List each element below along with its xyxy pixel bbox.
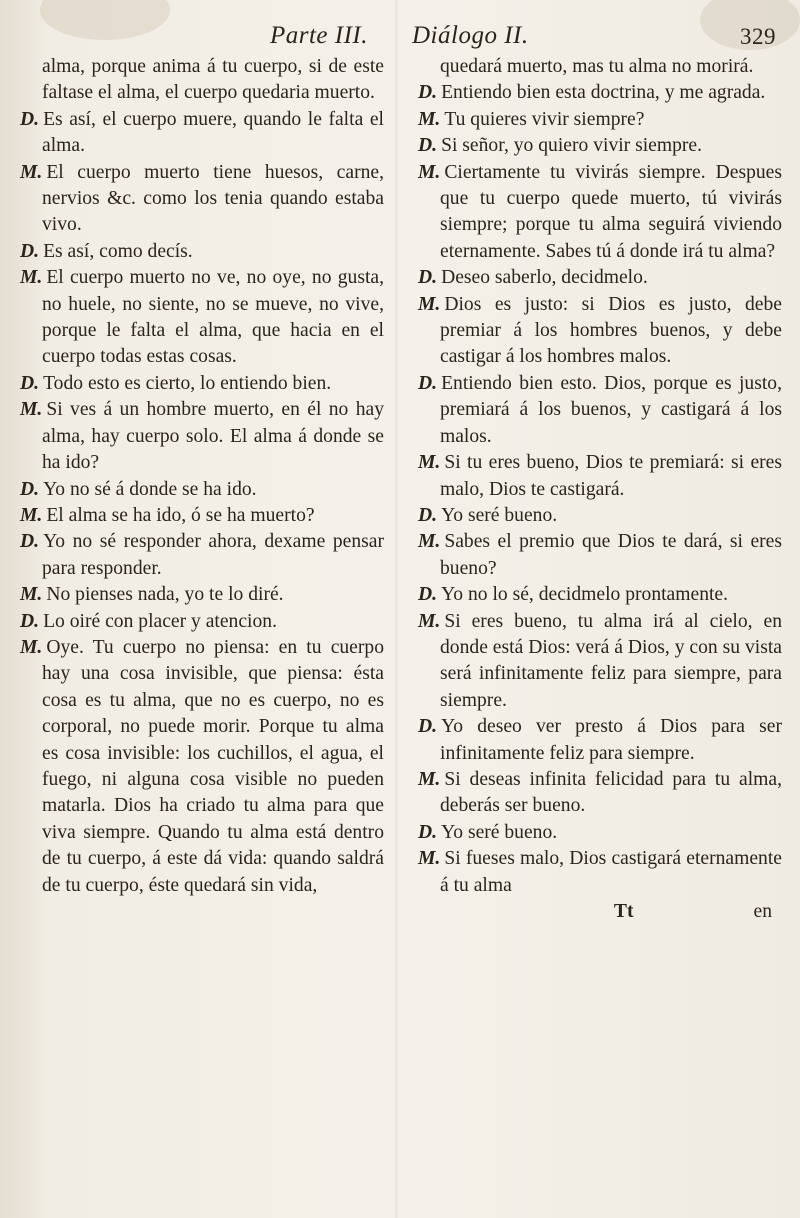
paragraph-text: Es así, como decís.	[43, 240, 193, 262]
dialogue-paragraph	[412, 767, 782, 820]
paragraph-text: Si tu eres bueno, Dios te premiará: si eres malo, Dios te castigará.	[440, 452, 782, 500]
speaker-label: M.	[418, 531, 441, 553]
dialogue-paragraph	[412, 820, 782, 846]
signature-mark: Tt	[613, 901, 634, 922]
speaker-label: M.	[20, 636, 43, 658]
paragraph-text: Yo deseo ver presto á Dios para ser infinitamente feliz para siempre.	[440, 716, 782, 764]
speaker-label: M.	[418, 768, 441, 790]
dialogue-paragraph	[412, 371, 782, 450]
paragraph-text: Todo esto es cierto, lo entiendo bien.	[43, 372, 332, 394]
paragraph-text: Es así, el cuerpo muere, quando le falta el alma.	[42, 108, 384, 157]
paragraph-text: Oye. Tu cuerpo no piensa: en tu cuerpo hay una cosa invisible, que piensa: ésta cosa es tu alma, que no es cuerpo, no es corporal, no puede morir. Porque tu alma es cosa invisible: los cuchillos, el agua, el fuego, ni alguna cosa visible no pueden matarla. Dios ha criado tu alma para que viva siempre. Quando tu alma está dentro de tu cuerpo, á este dá vida: quando saldrá de tu cuerpo, éste quedará sin vida,	[42, 636, 384, 896]
right-page-text	[412, 54, 782, 899]
page-footer	[412, 901, 782, 923]
speaker-label: D.	[20, 610, 40, 632]
speaker-label: D.	[418, 82, 438, 104]
dialogue-paragraph	[14, 107, 384, 160]
paragraph-text: Yo no sé responder ahora, dexame pensar para responder.	[42, 531, 384, 579]
paragraph-text: Yo no sé á donde se ha ido.	[43, 478, 257, 500]
speaker-label: D.	[20, 240, 40, 262]
left-running-head-title: Parte III.	[269, 22, 368, 49]
speaker-label: M.	[418, 848, 441, 870]
paragraph-text: Entiendo bien esto. Dios, porque es justo, premiará á los buenos, y castigará á los malos.	[440, 372, 782, 447]
dialogue-paragraph	[14, 582, 384, 608]
right-running-head-title: Diálogo II.	[412, 22, 529, 49]
dialogue-paragraph	[14, 635, 384, 899]
dialogue-paragraph	[14, 477, 384, 503]
dialogue-paragraph	[14, 397, 384, 476]
speaker-label: M.	[418, 161, 441, 183]
dialogue-paragraph	[412, 503, 782, 529]
speaker-label: D.	[418, 584, 438, 606]
right-page	[412, 0, 782, 1218]
dialogue-paragraph	[412, 160, 782, 266]
paragraph-text: Si ves á un hombre muerto, en él no hay alma, hay cuerpo solo. El alma á donde se ha ido?	[42, 399, 384, 474]
paragraph-text: No pienses nada, yo te lo diré.	[46, 584, 284, 606]
speaker-label: D.	[20, 478, 40, 500]
left-page-text	[14, 54, 384, 899]
paragraph-text: Si deseas infinita felicidad para tu alma, deberás ser bueno.	[440, 768, 782, 817]
dialogue-paragraph	[412, 107, 782, 133]
paragraph-text: Si eres bueno, tu alma irá al cielo, en donde está Dios: verá á Dios, y con su vista será infinitamente feliz para siempre, para siempre.	[440, 610, 782, 711]
speaker-label: D.	[20, 108, 40, 130]
speaker-label: D.	[418, 821, 438, 843]
paragraph-text: Yo seré bueno.	[441, 504, 558, 526]
paragraph-text: El alma se ha ido, ó se ha muerto?	[46, 504, 315, 526]
dialogue-paragraph	[412, 133, 782, 159]
paragraph-text: Lo oiré con placer y atencion.	[43, 610, 277, 632]
left-running-head	[14, 0, 384, 50]
speaker-label: M.	[418, 293, 441, 315]
dialogue-paragraph	[412, 582, 782, 608]
paragraph-text: Si señor, yo quiero vivir siempre.	[441, 135, 703, 157]
speaker-label: M.	[20, 399, 43, 421]
speaker-label: M.	[20, 161, 43, 183]
dialogue-paragraph	[412, 450, 782, 503]
speaker-label: M.	[20, 504, 43, 526]
speaker-label: M.	[418, 610, 441, 632]
speaker-label: M.	[20, 584, 43, 606]
dialogue-paragraph	[412, 292, 782, 371]
dialogue-paragraph	[412, 54, 782, 80]
speaker-label: D.	[418, 504, 438, 526]
paragraph-text: El cuerpo muerto no ve, no oye, no gusta, no huele, no siente, no se mueve, no vive, porque le falta el alma, que hacia en el cuerpo todas estas cosas.	[42, 267, 384, 368]
paragraph-text: Deseo saberlo, decidmelo.	[441, 267, 648, 289]
dialogue-paragraph	[14, 160, 384, 239]
speaker-label: M.	[418, 452, 441, 474]
dialogue-paragraph	[14, 265, 384, 371]
paragraph-text: quedará muerto, mas tu alma no morirá.	[440, 56, 754, 77]
speaker-label: M.	[20, 267, 43, 289]
speaker-label: D.	[20, 531, 40, 553]
dialogue-paragraph	[412, 714, 782, 767]
dialogue-paragraph	[14, 371, 384, 397]
speaker-label: M.	[418, 108, 441, 130]
dialogue-paragraph	[412, 265, 782, 291]
left-page	[14, 0, 384, 1218]
dialogue-paragraph	[14, 609, 384, 635]
speaker-label: D.	[418, 716, 438, 738]
speaker-label: D.	[418, 372, 438, 394]
paragraph-text: Tu quieres vivir siempre?	[444, 108, 645, 130]
dialogue-paragraph	[412, 609, 782, 715]
dialogue-paragraph	[14, 239, 384, 265]
speaker-label: D.	[418, 267, 438, 289]
speaker-label: D.	[20, 372, 40, 394]
paragraph-text: alma, porque anima á tu cuerpo, si de este faltase el alma, el cuerpo quedaria muerto.	[42, 56, 384, 104]
dialogue-paragraph	[14, 503, 384, 529]
dialogue-paragraph	[14, 529, 384, 582]
dialogue-paragraph	[412, 80, 782, 106]
paragraph-text: El cuerpo muerto tiene huesos, carne, nervios &c. como los tenia quando estaba vivo.	[42, 161, 384, 236]
dialogue-paragraph	[412, 529, 782, 582]
dialogue-paragraph	[412, 846, 782, 899]
catchword: en	[753, 901, 772, 922]
right-running-head	[412, 0, 782, 50]
speaker-label: D.	[418, 135, 438, 157]
paragraph-text: Si fueses malo, Dios castigará eternamente á tu alma	[440, 848, 782, 896]
paragraph-text: Yo no lo sé, decidmelo prontamente.	[441, 584, 729, 606]
paragraph-text: Ciertamente tu vivirás siempre. Despues que tu cuerpo quede muerto, tú vivirás siempre; porque tu alma seguirá viviendo eternamente. Sabes tú á donde irá tu alma?	[440, 161, 782, 262]
paragraph-text: Yo seré bueno.	[441, 821, 558, 843]
dialogue-paragraph	[14, 54, 384, 107]
page-number: 329	[740, 24, 776, 49]
paragraph-text: Sabes el premio que Dios te dará, si eres bueno?	[440, 531, 782, 579]
paragraph-text: Entiendo bien esta doctrina, y me agrada.	[441, 82, 766, 104]
paragraph-text: Dios es justo: si Dios es justo, debe premiar á los hombres buenos, y debe castigar á los hombres malos.	[440, 293, 782, 368]
